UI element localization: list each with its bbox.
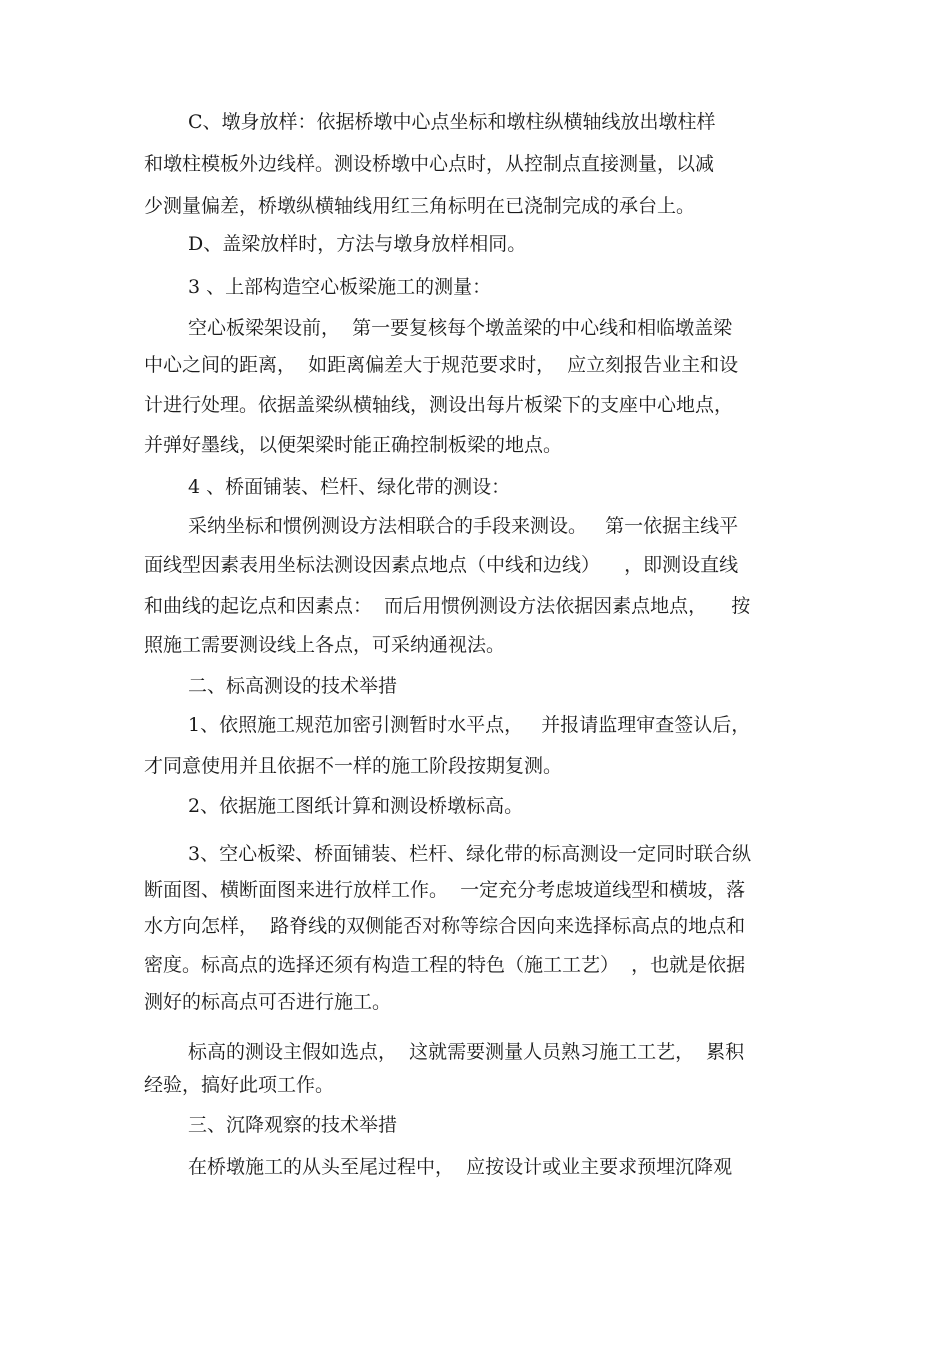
- section-heading: 二、标高测设的技术举措: [188, 675, 398, 697]
- text-line: 2、依据施工图纸计算和测设桥墩标高。: [188, 795, 524, 817]
- text-line: 测好的标高点可否进行施工。: [144, 991, 392, 1013]
- text-line: 少测量偏差，桥墩纵横轴线用红三角标明在已浇制完成的承台上。: [144, 195, 696, 217]
- text-line: 密度。标高点的选择还须有构造工程的特色（施工工艺） ，也就是依据: [144, 954, 746, 976]
- text-line: 断面图、横断面图来进行放样工作。 一定充分考虑坡道线型和横坡，落: [144, 879, 746, 901]
- section-heading: 三、沉降观察的技术举措: [188, 1114, 398, 1136]
- section-heading: 4 、桥面铺装、栏杆、绿化带的测设：: [188, 476, 511, 498]
- text-line: 在桥墩施工的从头至尾过程中， 应按设计或业主要求预埋沉降观: [188, 1156, 733, 1178]
- text-line: 计进行处理。依据盖梁纵横轴线，测设出每片板梁下的支座中心地点，: [144, 394, 734, 416]
- text-line: 和墩柱模板外边线样。测设桥墩中心点时，从控制点直接测量，以减: [144, 153, 715, 175]
- text-line: 和曲线的起讫点和因素点： 而后用惯例测设方法依据因素点地点， 按: [144, 595, 751, 617]
- text-line: 3、空心板梁、桥面铺装、栏杆、绿化带的标高测设一定同时联合纵: [188, 843, 752, 865]
- text-line: 才同意使用并且依据不一样的施工阶段按期复测。: [144, 755, 563, 777]
- text-line: 1、依照施工规范加密引测暂时水平点， 并报请监理审查签认后，: [188, 714, 751, 736]
- text-line: 照施工需要测设线上各点，可采纳通视法。: [144, 634, 506, 656]
- text-line: 标高的测设主假如选点， 这就需要测量人员熟习施工工艺， 累积: [188, 1041, 745, 1063]
- text-line: 并弹好墨线，以便架梁时能正确控制板梁的地点。: [144, 434, 563, 456]
- text-line: 中心之间的距离， 如距离偏差大于规范要求时， 应立刻报告业主和设: [144, 354, 739, 376]
- text-line: 空心板梁架设前， 第一要复核每个墩盖梁的中心线和相临墩盖梁: [188, 317, 733, 339]
- text-line: D、盖梁放样时，方法与墩身放样相同。: [188, 233, 527, 255]
- text-line: 采纳坐标和惯例测设方法相联合的手段来测设。 第一依据主线平: [188, 515, 739, 537]
- section-heading: 3 、上部构造空心板梁施工的测量：: [188, 276, 492, 298]
- text-line: 面线型因素表用坐标法测设因素点地点（中线和边线） ，即测设直线: [144, 554, 739, 576]
- text-line: 水方向怎样， 路脊线的双侧能否对称等综合因向来选择标高点的地点和: [144, 915, 746, 937]
- text-line: C、墩身放样：依据桥墩中心点坐标和墩柱纵横轴线放出墩柱样: [188, 111, 716, 133]
- text-line: 经验，搞好此项工作。: [144, 1074, 335, 1096]
